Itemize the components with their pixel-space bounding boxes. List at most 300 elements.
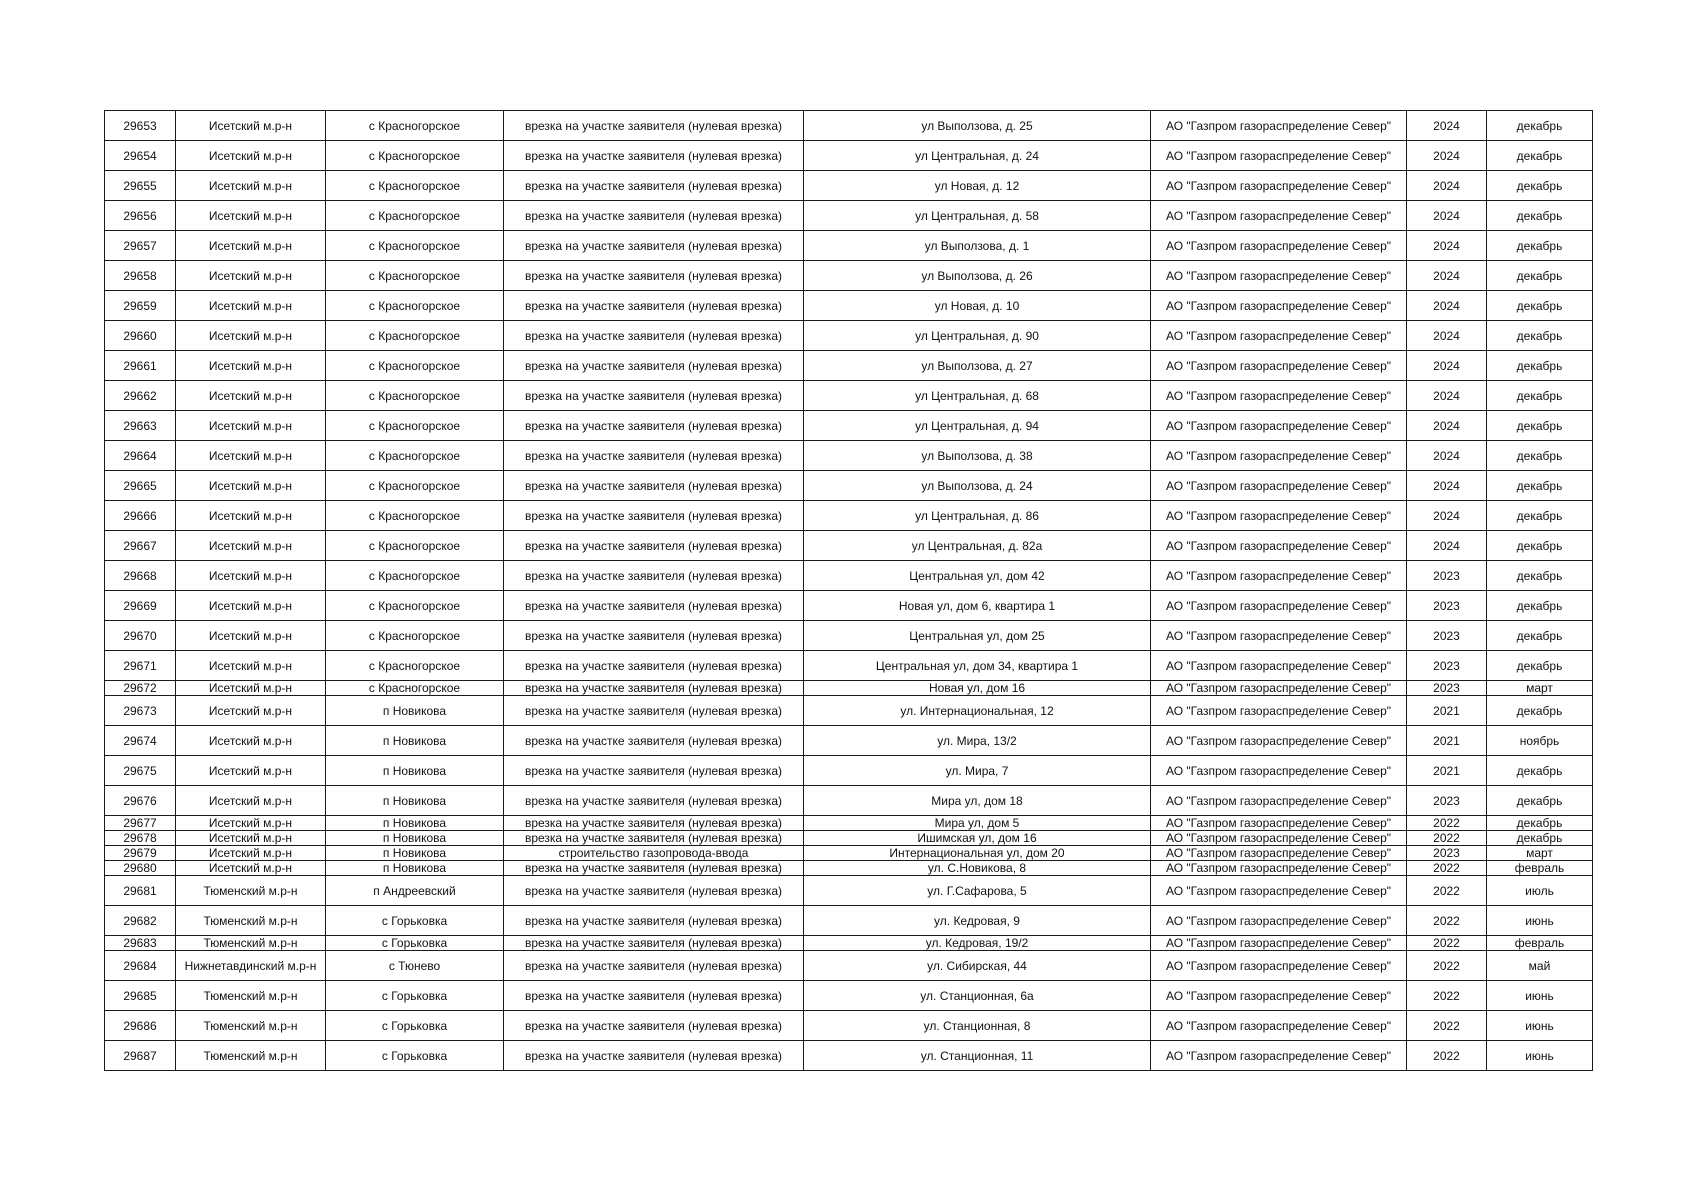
cell-organization: АО "Газпром газораспределение Север" bbox=[1151, 381, 1407, 411]
cell-work-type: врезка на участке заявителя (нулевая врезка) bbox=[504, 756, 804, 786]
cell-number: 29673 bbox=[105, 696, 176, 726]
cell-number: 29659 bbox=[105, 291, 176, 321]
cell-locality: с Красногорское bbox=[326, 441, 504, 471]
cell-organization: АО "Газпром газораспределение Север" bbox=[1151, 936, 1407, 951]
cell-locality: с Горьковка bbox=[326, 1041, 504, 1071]
cell-month: июнь bbox=[1487, 906, 1593, 936]
cell-work-type: врезка на участке заявителя (нулевая врезка) bbox=[504, 696, 804, 726]
cell-address: Новая ул, дом 6, квартира 1 bbox=[804, 591, 1151, 621]
cell-year: 2024 bbox=[1407, 171, 1487, 201]
cell-locality: с Красногорское bbox=[326, 231, 504, 261]
cell-organization: АО "Газпром газораспределение Север" bbox=[1151, 831, 1407, 846]
cell-organization: АО "Газпром газораспределение Север" bbox=[1151, 321, 1407, 351]
cell-locality: с Красногорское bbox=[326, 531, 504, 561]
cell-organization: АО "Газпром газораспределение Север" bbox=[1151, 471, 1407, 501]
cell-year: 2023 bbox=[1407, 591, 1487, 621]
cell-month: декабрь bbox=[1487, 786, 1593, 816]
cell-organization: АО "Газпром газораспределение Север" bbox=[1151, 696, 1407, 726]
cell-year: 2022 bbox=[1407, 876, 1487, 906]
cell-number: 29660 bbox=[105, 321, 176, 351]
cell-work-type: врезка на участке заявителя (нулевая врезка) bbox=[504, 531, 804, 561]
cell-district: Исетский м.р-н bbox=[176, 681, 326, 696]
cell-month: март bbox=[1487, 681, 1593, 696]
cell-work-type: врезка на участке заявителя (нулевая врезка) bbox=[504, 981, 804, 1011]
cell-district: Тюменский м.р-н bbox=[176, 1011, 326, 1041]
cell-number: 29665 bbox=[105, 471, 176, 501]
cell-month: декабрь bbox=[1487, 231, 1593, 261]
cell-year: 2022 bbox=[1407, 936, 1487, 951]
table-row bbox=[105, 171, 1593, 201]
cell-organization: АО "Газпром газораспределение Север" bbox=[1151, 876, 1407, 906]
cell-month: май bbox=[1487, 951, 1593, 981]
cell-number: 29680 bbox=[105, 861, 176, 876]
cell-month: февраль bbox=[1487, 861, 1593, 876]
cell-number: 29672 bbox=[105, 681, 176, 696]
cell-work-type: врезка на участке заявителя (нулевая врезка) bbox=[504, 261, 804, 291]
table-row bbox=[105, 291, 1593, 321]
table-row bbox=[105, 381, 1593, 411]
cell-locality: с Красногорское bbox=[326, 561, 504, 591]
cell-address: ул. Станционная, 6а bbox=[804, 981, 1151, 1011]
cell-month: февраль bbox=[1487, 936, 1593, 951]
cell-organization: АО "Газпром газораспределение Север" bbox=[1151, 786, 1407, 816]
cell-month: декабрь bbox=[1487, 696, 1593, 726]
cell-work-type: врезка на участке заявителя (нулевая врезка) bbox=[504, 621, 804, 651]
cell-district: Исетский м.р-н bbox=[176, 141, 326, 171]
cell-district: Исетский м.р-н bbox=[176, 651, 326, 681]
cell-month: декабрь bbox=[1487, 111, 1593, 141]
cell-month: декабрь bbox=[1487, 411, 1593, 441]
cell-work-type: врезка на участке заявителя (нулевая врезка) bbox=[504, 441, 804, 471]
table-row bbox=[105, 861, 1593, 876]
cell-district: Исетский м.р-н bbox=[176, 846, 326, 861]
cell-year: 2024 bbox=[1407, 531, 1487, 561]
cell-number: 29657 bbox=[105, 231, 176, 261]
cell-year: 2024 bbox=[1407, 471, 1487, 501]
cell-district: Исетский м.р-н bbox=[176, 531, 326, 561]
cell-organization: АО "Газпром газораспределение Север" bbox=[1151, 846, 1407, 861]
table-row bbox=[105, 501, 1593, 531]
table-row bbox=[105, 141, 1593, 171]
cell-work-type: врезка на участке заявителя (нулевая врезка) bbox=[504, 561, 804, 591]
table-row bbox=[105, 816, 1593, 831]
cell-number: 29662 bbox=[105, 381, 176, 411]
table-row bbox=[105, 621, 1593, 651]
cell-organization: АО "Газпром газораспределение Север" bbox=[1151, 621, 1407, 651]
cell-year: 2024 bbox=[1407, 411, 1487, 441]
cell-organization: АО "Газпром газораспределение Север" bbox=[1151, 231, 1407, 261]
cell-address: ул Выползова, д. 1 bbox=[804, 231, 1151, 261]
cell-month: декабрь bbox=[1487, 201, 1593, 231]
cell-district: Исетский м.р-н bbox=[176, 726, 326, 756]
cell-organization: АО "Газпром газораспределение Север" bbox=[1151, 171, 1407, 201]
table-row bbox=[105, 831, 1593, 846]
cell-year: 2024 bbox=[1407, 291, 1487, 321]
table-row bbox=[105, 261, 1593, 291]
cell-locality: п Новикова bbox=[326, 861, 504, 876]
cell-district: Исетский м.р-н bbox=[176, 321, 326, 351]
cell-locality: п Новикова bbox=[326, 726, 504, 756]
cell-year: 2022 bbox=[1407, 951, 1487, 981]
cell-address: ул Центральная, д. 68 bbox=[804, 381, 1151, 411]
cell-work-type: врезка на участке заявителя (нулевая врезка) bbox=[504, 201, 804, 231]
cell-address: ул. Станционная, 8 bbox=[804, 1011, 1151, 1041]
cell-work-type: врезка на участке заявителя (нулевая врезка) bbox=[504, 471, 804, 501]
cell-address: ул Центральная, д. 24 bbox=[804, 141, 1151, 171]
cell-organization: АО "Газпром газораспределение Север" bbox=[1151, 411, 1407, 441]
cell-district: Исетский м.р-н bbox=[176, 381, 326, 411]
cell-address: ул. С.Новикова, 8 bbox=[804, 861, 1151, 876]
cell-district: Тюменский м.р-н bbox=[176, 1041, 326, 1071]
cell-work-type: врезка на участке заявителя (нулевая врезка) bbox=[504, 321, 804, 351]
cell-month: декабрь bbox=[1487, 756, 1593, 786]
cell-year: 2023 bbox=[1407, 846, 1487, 861]
cell-address: ул. Г.Сафарова, 5 bbox=[804, 876, 1151, 906]
cell-organization: АО "Газпром газораспределение Север" bbox=[1151, 861, 1407, 876]
cell-month: декабрь bbox=[1487, 381, 1593, 411]
cell-work-type: врезка на участке заявителя (нулевая врезка) bbox=[504, 681, 804, 696]
cell-district: Исетский м.р-н bbox=[176, 471, 326, 501]
cell-number: 29653 bbox=[105, 111, 176, 141]
cell-number: 29656 bbox=[105, 201, 176, 231]
cell-district: Исетский м.р-н bbox=[176, 501, 326, 531]
cell-month: июль bbox=[1487, 876, 1593, 906]
cell-year: 2023 bbox=[1407, 786, 1487, 816]
cell-address: Центральная ул, дом 25 bbox=[804, 621, 1151, 651]
cell-number: 29683 bbox=[105, 936, 176, 951]
cell-number: 29667 bbox=[105, 531, 176, 561]
table-row bbox=[105, 321, 1593, 351]
cell-organization: АО "Газпром газораспределение Север" bbox=[1151, 111, 1407, 141]
table-row bbox=[105, 681, 1593, 696]
cell-year: 2024 bbox=[1407, 231, 1487, 261]
cell-year: 2021 bbox=[1407, 696, 1487, 726]
cell-district: Нижнетавдинский м.р-н bbox=[176, 951, 326, 981]
cell-month: ноябрь bbox=[1487, 726, 1593, 756]
cell-locality: с Красногорское bbox=[326, 381, 504, 411]
cell-address: ул Выползова, д. 24 bbox=[804, 471, 1151, 501]
table-row bbox=[105, 231, 1593, 261]
cell-work-type: врезка на участке заявителя (нулевая врезка) bbox=[504, 111, 804, 141]
cell-locality: с Горьковка bbox=[326, 936, 504, 951]
cell-organization: АО "Газпром газораспределение Север" bbox=[1151, 531, 1407, 561]
cell-locality: п Новикова bbox=[326, 786, 504, 816]
table-row bbox=[105, 441, 1593, 471]
cell-district: Тюменский м.р-н bbox=[176, 981, 326, 1011]
cell-work-type: врезка на участке заявителя (нулевая врезка) bbox=[504, 951, 804, 981]
cell-organization: АО "Газпром газораспределение Север" bbox=[1151, 951, 1407, 981]
cell-district: Исетский м.р-н bbox=[176, 171, 326, 201]
cell-organization: АО "Газпром газораспределение Север" bbox=[1151, 726, 1407, 756]
cell-locality: с Горьковка bbox=[326, 1011, 504, 1041]
cell-year: 2023 bbox=[1407, 651, 1487, 681]
cell-number: 29671 bbox=[105, 651, 176, 681]
table-row bbox=[105, 531, 1593, 561]
cell-year: 2023 bbox=[1407, 561, 1487, 591]
cell-work-type: врезка на участке заявителя (нулевая врезка) bbox=[504, 291, 804, 321]
cell-work-type: врезка на участке заявителя (нулевая врезка) bbox=[504, 936, 804, 951]
table-row bbox=[105, 651, 1593, 681]
cell-month: март bbox=[1487, 846, 1593, 861]
cell-district: Исетский м.р-н bbox=[176, 591, 326, 621]
table-row bbox=[105, 471, 1593, 501]
cell-year: 2024 bbox=[1407, 351, 1487, 381]
cell-organization: АО "Газпром газораспределение Север" bbox=[1151, 906, 1407, 936]
cell-month: декабрь bbox=[1487, 471, 1593, 501]
cell-district: Исетский м.р-н bbox=[176, 201, 326, 231]
cell-month: декабрь bbox=[1487, 321, 1593, 351]
cell-district: Исетский м.р-н bbox=[176, 621, 326, 651]
cell-organization: АО "Газпром газораспределение Север" bbox=[1151, 756, 1407, 786]
cell-locality: с Красногорское bbox=[326, 471, 504, 501]
cell-address: ул Выползова, д. 25 bbox=[804, 111, 1151, 141]
cell-year: 2023 bbox=[1407, 621, 1487, 651]
cell-number: 29663 bbox=[105, 411, 176, 441]
table-row bbox=[105, 981, 1593, 1011]
cell-year: 2024 bbox=[1407, 141, 1487, 171]
cell-month: декабрь bbox=[1487, 141, 1593, 171]
cell-year: 2023 bbox=[1407, 681, 1487, 696]
cell-month: декабрь bbox=[1487, 816, 1593, 831]
cell-number: 29679 bbox=[105, 846, 176, 861]
cell-address: ул. Мира, 7 bbox=[804, 756, 1151, 786]
cell-month: декабрь bbox=[1487, 171, 1593, 201]
cell-month: июнь bbox=[1487, 1011, 1593, 1041]
cell-work-type: врезка на участке заявителя (нулевая врезка) bbox=[504, 141, 804, 171]
cell-month: декабрь bbox=[1487, 531, 1593, 561]
cell-number: 29655 bbox=[105, 171, 176, 201]
cell-number: 29654 bbox=[105, 141, 176, 171]
cell-district: Исетский м.р-н bbox=[176, 441, 326, 471]
cell-number: 29676 bbox=[105, 786, 176, 816]
cell-work-type: врезка на участке заявителя (нулевая врезка) bbox=[504, 231, 804, 261]
cell-year: 2022 bbox=[1407, 981, 1487, 1011]
cell-district: Тюменский м.р-н bbox=[176, 876, 326, 906]
cell-number: 29675 bbox=[105, 756, 176, 786]
cell-locality: п Андреевский bbox=[326, 876, 504, 906]
cell-organization: АО "Газпром газораспределение Север" bbox=[1151, 981, 1407, 1011]
cell-locality: с Красногорское bbox=[326, 111, 504, 141]
table-row bbox=[105, 756, 1593, 786]
cell-locality: с Красногорское bbox=[326, 681, 504, 696]
cell-work-type: строительство газопровода-ввода bbox=[504, 846, 804, 861]
cell-year: 2024 bbox=[1407, 111, 1487, 141]
cell-work-type: врезка на участке заявителя (нулевая врезка) bbox=[504, 651, 804, 681]
cell-organization: АО "Газпром газораспределение Север" bbox=[1151, 261, 1407, 291]
cell-work-type: врезка на участке заявителя (нулевая врезка) bbox=[504, 831, 804, 846]
cell-year: 2024 bbox=[1407, 381, 1487, 411]
cell-locality: с Красногорское bbox=[326, 591, 504, 621]
table-row bbox=[105, 876, 1593, 906]
cell-number: 29666 bbox=[105, 501, 176, 531]
cell-locality: с Красногорское bbox=[326, 141, 504, 171]
table-row bbox=[105, 906, 1593, 936]
cell-address: Новая ул, дом 16 bbox=[804, 681, 1151, 696]
cell-address: ул Центральная, д. 86 bbox=[804, 501, 1151, 531]
table-row bbox=[105, 846, 1593, 861]
cell-number: 29674 bbox=[105, 726, 176, 756]
cell-organization: АО "Газпром газораспределение Север" bbox=[1151, 561, 1407, 591]
cell-year: 2021 bbox=[1407, 726, 1487, 756]
cell-locality: с Красногорское bbox=[326, 171, 504, 201]
cell-locality: п Новикова bbox=[326, 831, 504, 846]
cell-year: 2022 bbox=[1407, 1011, 1487, 1041]
table-row bbox=[105, 201, 1593, 231]
cell-work-type: врезка на участке заявителя (нулевая врезка) bbox=[504, 786, 804, 816]
cell-number: 29664 bbox=[105, 441, 176, 471]
cell-address: ул Центральная, д. 82а bbox=[804, 531, 1151, 561]
cell-address: Центральная ул, дом 42 bbox=[804, 561, 1151, 591]
cell-address: ул Выползова, д. 38 bbox=[804, 441, 1151, 471]
cell-number: 29681 bbox=[105, 876, 176, 906]
cell-month: декабрь bbox=[1487, 351, 1593, 381]
cell-address: ул. Кедровая, 9 bbox=[804, 906, 1151, 936]
table-row bbox=[105, 786, 1593, 816]
cell-year: 2022 bbox=[1407, 1041, 1487, 1071]
cell-month: декабрь bbox=[1487, 561, 1593, 591]
cell-district: Исетский м.р-н bbox=[176, 831, 326, 846]
cell-locality: п Новикова bbox=[326, 696, 504, 726]
cell-work-type: врезка на участке заявителя (нулевая врезка) bbox=[504, 1011, 804, 1041]
cell-number: 29670 bbox=[105, 621, 176, 651]
cell-number: 29684 bbox=[105, 951, 176, 981]
cell-year: 2024 bbox=[1407, 261, 1487, 291]
cell-work-type: врезка на участке заявителя (нулевая врезка) bbox=[504, 861, 804, 876]
cell-number: 29677 bbox=[105, 816, 176, 831]
table-row bbox=[105, 111, 1593, 141]
cell-district: Исетский м.р-н bbox=[176, 756, 326, 786]
cell-locality: с Красногорское bbox=[326, 321, 504, 351]
cell-locality: с Красногорское bbox=[326, 621, 504, 651]
cell-locality: с Красногорское bbox=[326, 291, 504, 321]
cell-address: Интернациональная ул, дом 20 bbox=[804, 846, 1151, 861]
table-row bbox=[105, 351, 1593, 381]
cell-address: ул. Кедровая, 19/2 bbox=[804, 936, 1151, 951]
cell-work-type: врезка на участке заявителя (нулевая врезка) bbox=[504, 351, 804, 381]
cell-work-type: врезка на участке заявителя (нулевая врезка) bbox=[504, 501, 804, 531]
cell-organization: АО "Газпром газораспределение Север" bbox=[1151, 681, 1407, 696]
cell-district: Исетский м.р-н bbox=[176, 411, 326, 441]
cell-address: ул Выползова, д. 27 bbox=[804, 351, 1151, 381]
cell-month: декабрь bbox=[1487, 261, 1593, 291]
cell-district: Исетский м.р-н bbox=[176, 861, 326, 876]
cell-number: 29685 bbox=[105, 981, 176, 1011]
cell-month: декабрь bbox=[1487, 501, 1593, 531]
cell-address: Центральная ул, дом 34, квартира 1 bbox=[804, 651, 1151, 681]
cell-year: 2024 bbox=[1407, 201, 1487, 231]
cell-number: 29686 bbox=[105, 1011, 176, 1041]
cell-locality: п Новикова bbox=[326, 816, 504, 831]
cell-locality: п Новикова bbox=[326, 846, 504, 861]
table-row bbox=[105, 411, 1593, 441]
cell-year: 2024 bbox=[1407, 321, 1487, 351]
cell-address: ул. Станционная, 11 bbox=[804, 1041, 1151, 1071]
cell-district: Исетский м.р-н bbox=[176, 786, 326, 816]
table-row bbox=[105, 591, 1593, 621]
cell-work-type: врезка на участке заявителя (нулевая врезка) bbox=[504, 816, 804, 831]
cell-organization: АО "Газпром газораспределение Север" bbox=[1151, 141, 1407, 171]
cell-number: 29682 bbox=[105, 906, 176, 936]
cell-address: ул Новая, д. 12 bbox=[804, 171, 1151, 201]
cell-number: 29668 bbox=[105, 561, 176, 591]
cell-locality: с Красногорское bbox=[326, 201, 504, 231]
cell-year: 2022 bbox=[1407, 861, 1487, 876]
table-body bbox=[105, 111, 1593, 1071]
cell-organization: АО "Газпром газораспределение Север" bbox=[1151, 651, 1407, 681]
cell-district: Исетский м.р-н bbox=[176, 696, 326, 726]
table-row bbox=[105, 1011, 1593, 1041]
cell-locality: с Тюнево bbox=[326, 951, 504, 981]
cell-work-type: врезка на участке заявителя (нулевая врезка) bbox=[504, 1041, 804, 1071]
cell-locality: с Красногорское bbox=[326, 501, 504, 531]
cell-year: 2022 bbox=[1407, 906, 1487, 936]
cell-address: ул. Сибирская, 44 bbox=[804, 951, 1151, 981]
cell-address: ул Выползова, д. 26 bbox=[804, 261, 1151, 291]
cell-address: ул. Интернациональная, 12 bbox=[804, 696, 1151, 726]
cell-work-type: врезка на участке заявителя (нулевая врезка) bbox=[504, 906, 804, 936]
cell-month: декабрь bbox=[1487, 621, 1593, 651]
cell-number: 29661 bbox=[105, 351, 176, 381]
cell-address: ул Центральная, д. 94 bbox=[804, 411, 1151, 441]
cell-organization: АО "Газпром газораспределение Север" bbox=[1151, 591, 1407, 621]
cell-district: Исетский м.р-н bbox=[176, 261, 326, 291]
cell-number: 29687 bbox=[105, 1041, 176, 1071]
cell-month: декабрь bbox=[1487, 291, 1593, 321]
cell-organization: АО "Газпром газораспределение Север" bbox=[1151, 351, 1407, 381]
cell-locality: с Горьковка bbox=[326, 906, 504, 936]
cell-month: декабрь bbox=[1487, 651, 1593, 681]
cell-year: 2022 bbox=[1407, 816, 1487, 831]
cell-locality: п Новикова bbox=[326, 756, 504, 786]
cell-number: 29658 bbox=[105, 261, 176, 291]
cell-district: Исетский м.р-н bbox=[176, 291, 326, 321]
cell-address: Мира ул, дом 18 bbox=[804, 786, 1151, 816]
table-row bbox=[105, 1041, 1593, 1071]
cell-district: Исетский м.р-н bbox=[176, 561, 326, 591]
cell-address: ул Новая, д. 10 bbox=[804, 291, 1151, 321]
table-row bbox=[105, 726, 1593, 756]
cell-year: 2022 bbox=[1407, 831, 1487, 846]
cell-locality: с Красногорское bbox=[326, 651, 504, 681]
cell-work-type: врезка на участке заявителя (нулевая врезка) bbox=[504, 171, 804, 201]
cell-year: 2021 bbox=[1407, 756, 1487, 786]
cell-district: Исетский м.р-н bbox=[176, 816, 326, 831]
table-row bbox=[105, 951, 1593, 981]
cell-organization: АО "Газпром газораспределение Север" bbox=[1151, 201, 1407, 231]
cell-work-type: врезка на участке заявителя (нулевая врезка) bbox=[504, 726, 804, 756]
cell-locality: с Горьковка bbox=[326, 981, 504, 1011]
cell-organization: АО "Газпром газораспределение Север" bbox=[1151, 1011, 1407, 1041]
cell-address: Мира ул, дом 5 bbox=[804, 816, 1151, 831]
data-table bbox=[104, 110, 1593, 1071]
cell-district: Тюменский м.р-н bbox=[176, 906, 326, 936]
cell-organization: АО "Газпром газораспределение Север" bbox=[1151, 291, 1407, 321]
cell-work-type: врезка на участке заявителя (нулевая врезка) bbox=[504, 591, 804, 621]
cell-organization: АО "Газпром газораспределение Север" bbox=[1151, 501, 1407, 531]
cell-address: ул Центральная, д. 58 bbox=[804, 201, 1151, 231]
cell-month: июнь bbox=[1487, 1041, 1593, 1071]
cell-locality: с Красногорское bbox=[326, 261, 504, 291]
cell-district: Тюменский м.р-н bbox=[176, 936, 326, 951]
cell-year: 2024 bbox=[1407, 441, 1487, 471]
cell-locality: с Красногорское bbox=[326, 351, 504, 381]
cell-district: Исетский м.р-н bbox=[176, 351, 326, 381]
cell-district: Исетский м.р-н bbox=[176, 111, 326, 141]
cell-number: 29669 bbox=[105, 591, 176, 621]
cell-month: декабрь bbox=[1487, 441, 1593, 471]
cell-district: Исетский м.р-н bbox=[176, 231, 326, 261]
cell-work-type: врезка на участке заявителя (нулевая врезка) bbox=[504, 411, 804, 441]
